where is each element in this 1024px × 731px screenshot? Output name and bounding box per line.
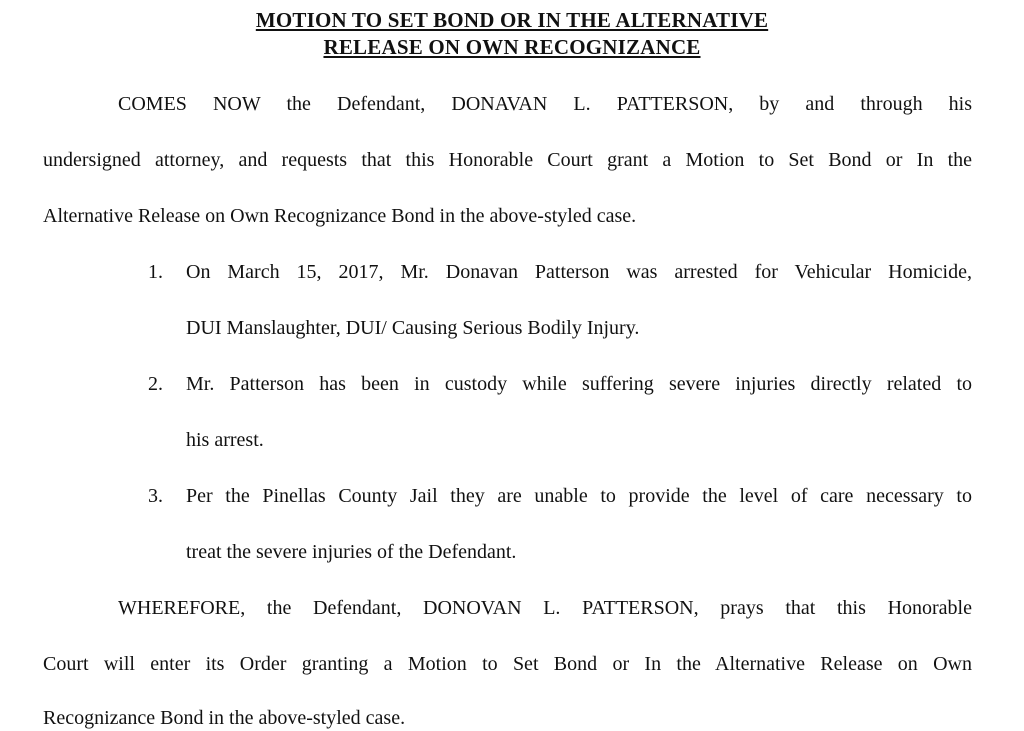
document-title-line-2: RELEASE ON OWN RECOGNIZANCE [323, 35, 701, 59]
item-3-number: 3. [148, 485, 163, 507]
item-2-line-2: his arrest. [186, 429, 264, 451]
item-1-number: 1. [148, 261, 163, 283]
wherefore-line-3: Recognizance Bond in the above-styled case. [43, 707, 406, 729]
item-1-line-1: On March 15, 2017, Mr. Donavan Patterson was arrested for Vehicular Homicide, [186, 261, 972, 283]
item-2-line-1: Mr. Patterson has been in custody while suffering severe injuries directly related to [186, 373, 972, 395]
intro-line-2: undersigned attorney, and requests that this Honorable Court grant a Motion to Set Bond or In the [43, 149, 972, 171]
intro-line-3: Alternative Release on Own Recognizance Bond in the above-styled case. [43, 205, 637, 227]
item-2-number: 2. [148, 373, 163, 395]
item-3-line-2: treat the severe injuries of the Defendant. [186, 541, 517, 563]
wherefore-line-2: Court will enter its Order granting a Motion to Set Bond or In the Alternative Release on Own [43, 653, 972, 675]
wherefore-line-1: WHEREFORE, the Defendant, DONOVAN L. PATTERSON, prays that this Honorable [118, 597, 972, 619]
item-3-line-1: Per the Pinellas County Jail they are unable to provide the level of care necessary to [186, 485, 972, 507]
document-title-line-1: MOTION TO SET BOND OR IN THE ALTERNATIVE [255, 8, 769, 32]
intro-line-1: COMES NOW the Defendant, DONAVAN L. PATTERSON, by and through his [118, 93, 972, 115]
item-1-line-2: DUI Manslaughter, DUI/ Causing Serious Bodily Injury. [186, 317, 640, 339]
